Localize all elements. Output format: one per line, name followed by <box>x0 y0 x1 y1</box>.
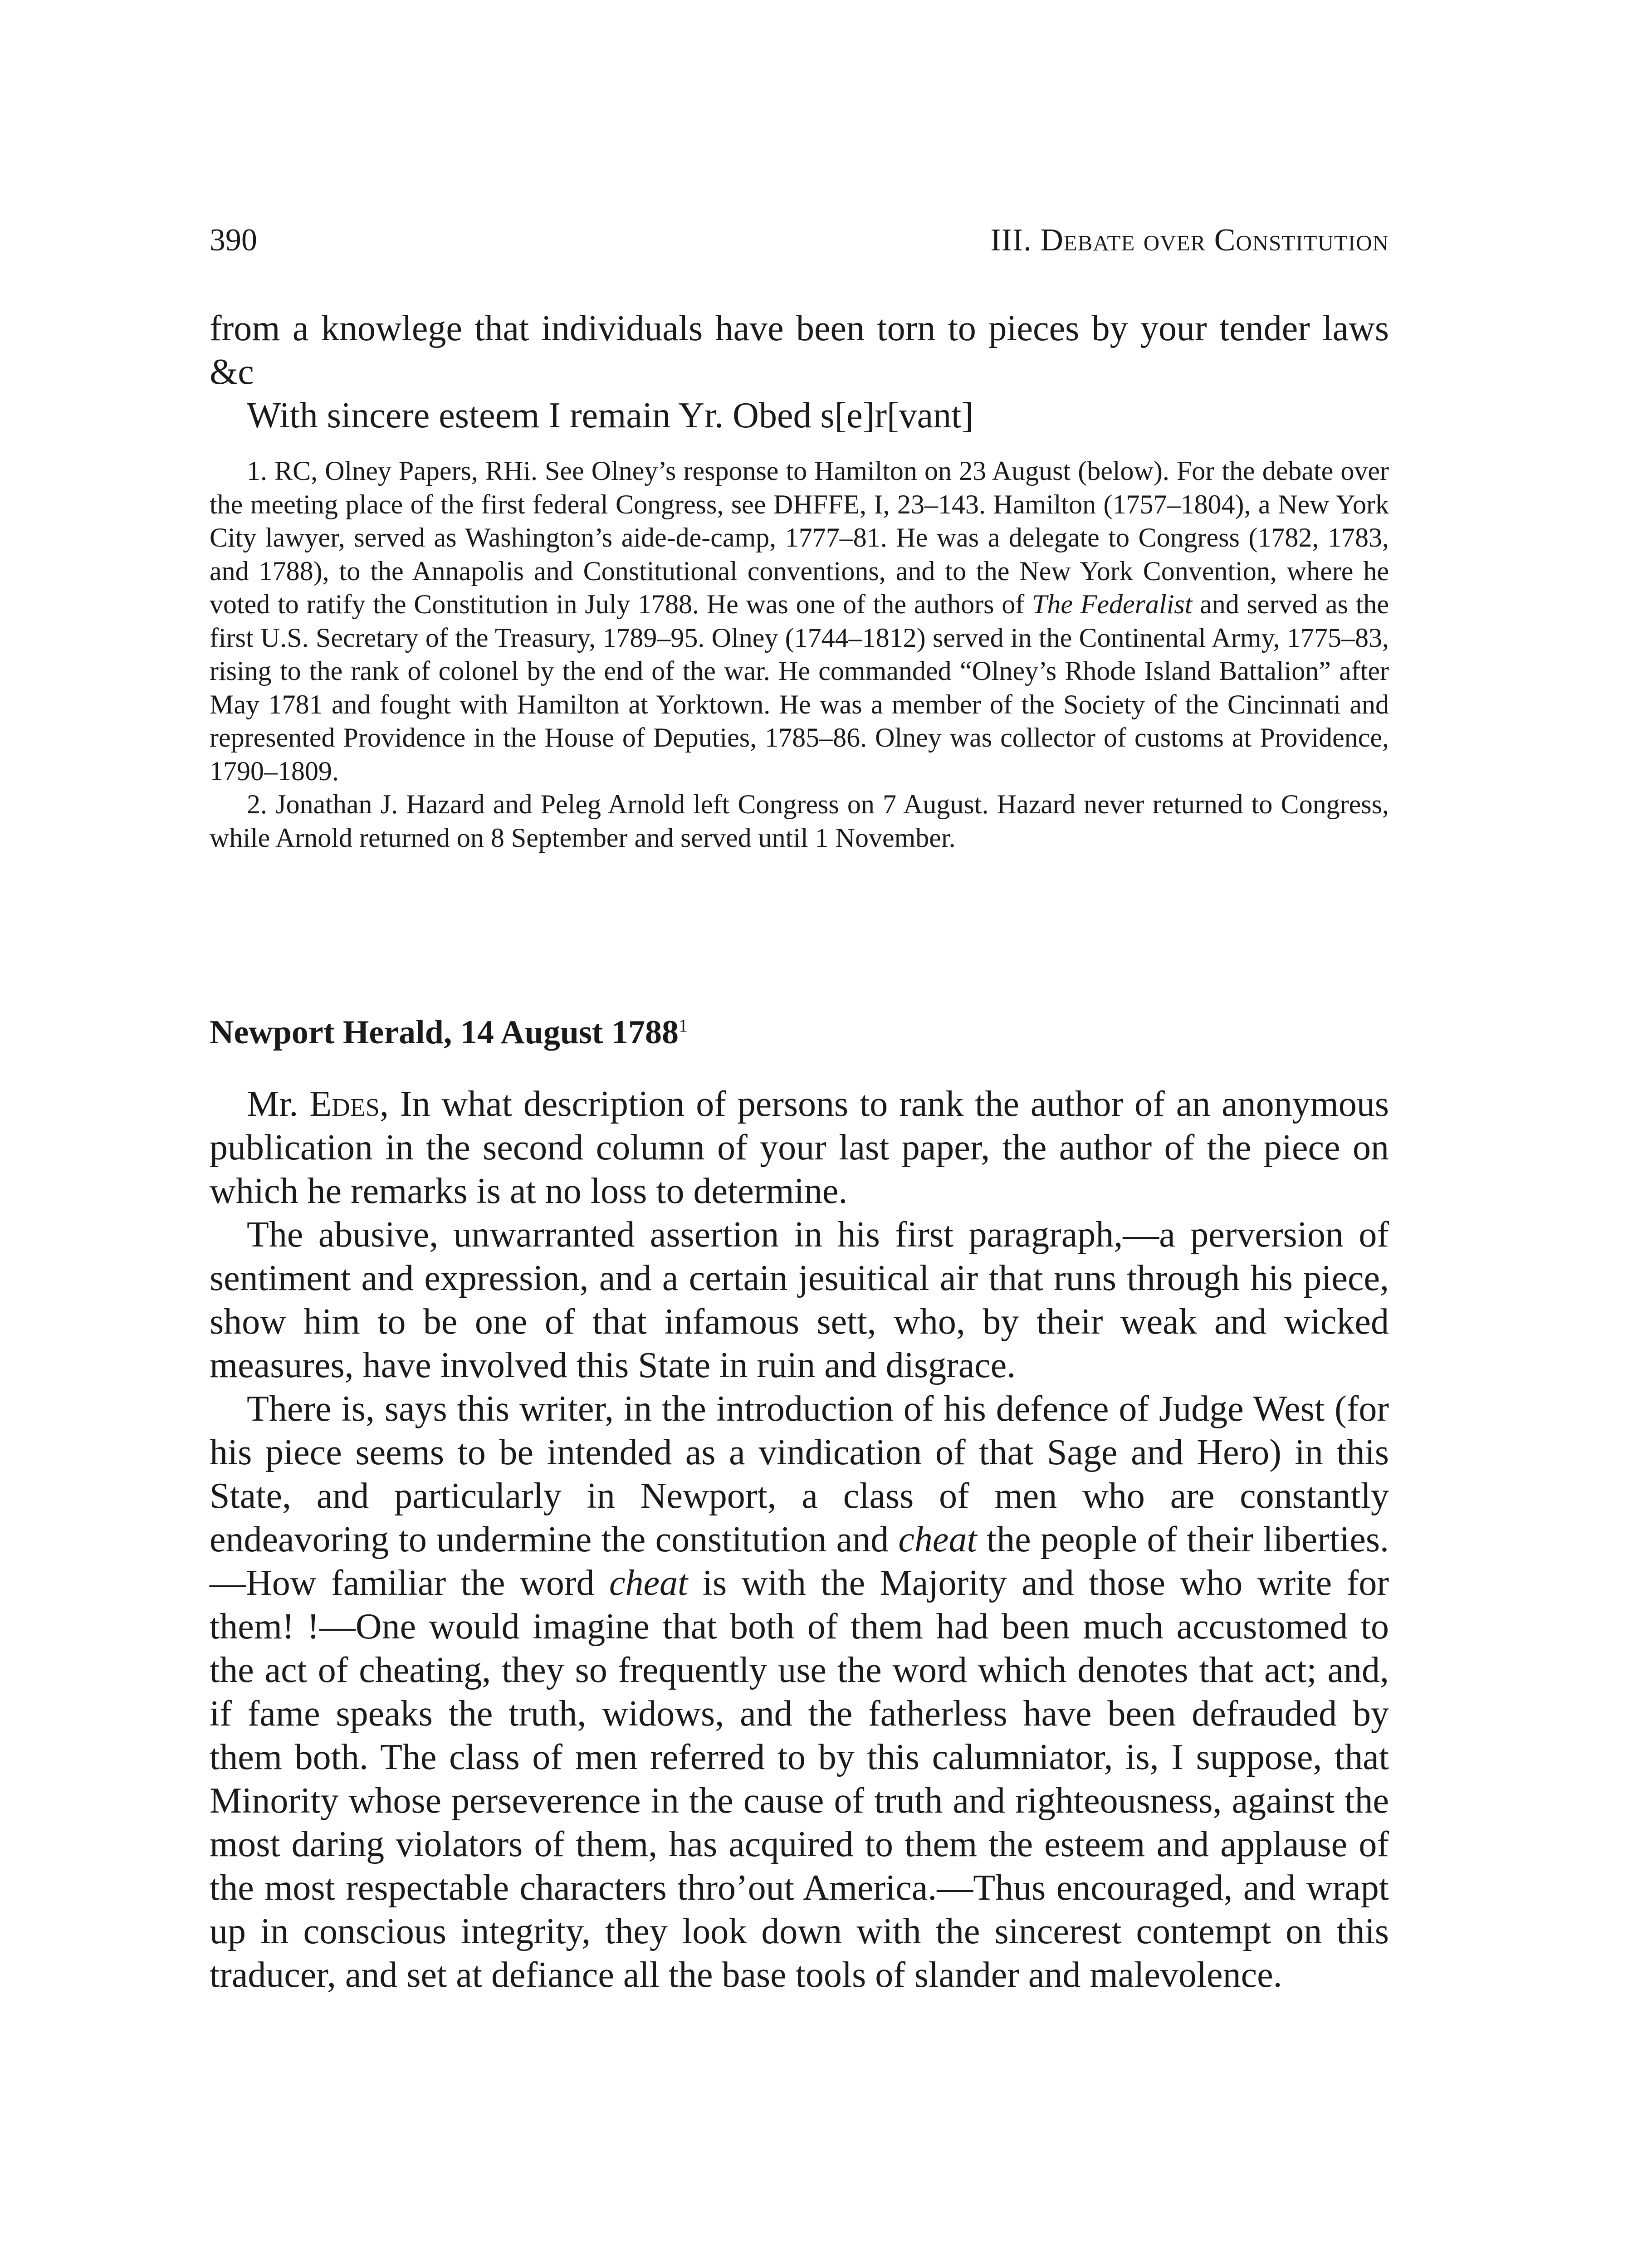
letter-closing: With sincere esteem I remain Yr. Obed s[e]r[vant] <box>247 396 974 435</box>
paragraph-1-text: , In what description of persons to rank the author of an anonymous publication in the second column of your last paper, the author of the piece on which he remarks is at no loss to determine. <box>210 1084 1389 1211</box>
article-heading <box>210 1010 1389 1055</box>
italic-word-cheat-1: cheat <box>898 1520 977 1559</box>
footnote-1 <box>210 455 1389 788</box>
footnote-1-italic-title: The Federalist <box>1032 589 1193 619</box>
salutation: Mr. <box>247 1084 310 1124</box>
paragraph-3-text-c: is with the Majority and those who write for them! !—One would imagine that both of them had been much accustomed to the act of cheating, they so frequently use the word which denotes that act; and, if fame speaks the truth, widows, and the fatherless have been defrauded by them both. The class of men referred to by this calumniator, is, I suppose, that Minority whose perseverence in the cause of truth and righteousness, against the most daring violators of them, has acquired to them the esteem and applause of the most respectable characters thro’out America.—Thus encouraged, and wrapt up in conscious integrity, they look down with the sincerest contempt on this traducer, and set at defiance all the base tools of slander and malevolence. <box>210 1563 1389 1995</box>
section-title: III. Debate over Constitution <box>990 223 1389 258</box>
letter-final-line: from a knowlege that individuals have been torn to pieces by your tender laws &c <box>210 308 1389 392</box>
letter-ending <box>210 307 1389 437</box>
article-heading-text: Newport Herald, 14 August 1788 <box>210 1014 679 1051</box>
addressee-name: Edes <box>309 1084 380 1124</box>
article-paragraph-3 <box>210 1387 1389 1997</box>
footnote-1-text-b: and served as the first U.S. Secretary of the Treasury, 1789–95. Olney (1744–1812) served in the Continental Army, 1775–83, rising to the rank of colonel by the end of the war. He commanded “Olney’s Rhode Island Battalion” after May 1781 and fought with Hamilton at Yorktown. He was a member of the Society of the Cincinnati and represented Providence in the House of Deputies, 1785–86. Olney was collector of customs at Providence, 1790–1809. <box>210 589 1389 786</box>
paragraph-3-text-a: There is, says this writer, in the introduction of his defence of Judge West (for his piece seems to be intended as a vindication of that Sage and Hero) in this State, and particularly in Newport, a class of men who are constantly endeavoring to undermine the constitution and <box>210 1389 1389 1559</box>
footnote-1-text-a: 1. RC, Olney Papers, RHi. See Olney’s response to Hamilton on 23 August (below). For the debate over the meeting place of the first federal Congress, see DHFFE, I, 23–143. Hamilton (1757–1804), a New York City lawyer, served as Washington’s aide-de-camp, 1777–81. He was a delegate to Congress (1782, 1783, and 1788), to the Annapolis and Constitutional conventions, and to the New York Convention, where he voted to ratify the Constitution in July 1788. He was one of the authors of <box>210 456 1389 619</box>
article-body <box>210 1082 1389 1997</box>
italic-word-cheat-2: cheat <box>609 1563 688 1603</box>
footnote-2: 2. Jonathan J. Hazard and Peleg Arnold left Congress on 7 August. Hazard never returned to Congress, while Arnold returned on 8 September and served until 1 November. <box>210 789 1389 853</box>
paragraph-3-text-b: the people of their liberties.—How familiar the word <box>210 1520 1389 1603</box>
article-heading-note-ref: 1 <box>678 1015 688 1036</box>
running-head <box>210 218 1389 263</box>
article-paragraph-1 <box>210 1082 1389 1213</box>
footnotes <box>210 455 1389 855</box>
article-paragraph-2: The abusive, unwarranted assertion in his first paragraph,—a perversion of sentiment and expression, and a certain jesuitical air that runs through his piece, show him to be one of that infamous sett, who, by their weak and wicked measures, have involved this State in ruin and disgrace. <box>210 1215 1389 1385</box>
page-number: 390 <box>210 223 257 258</box>
